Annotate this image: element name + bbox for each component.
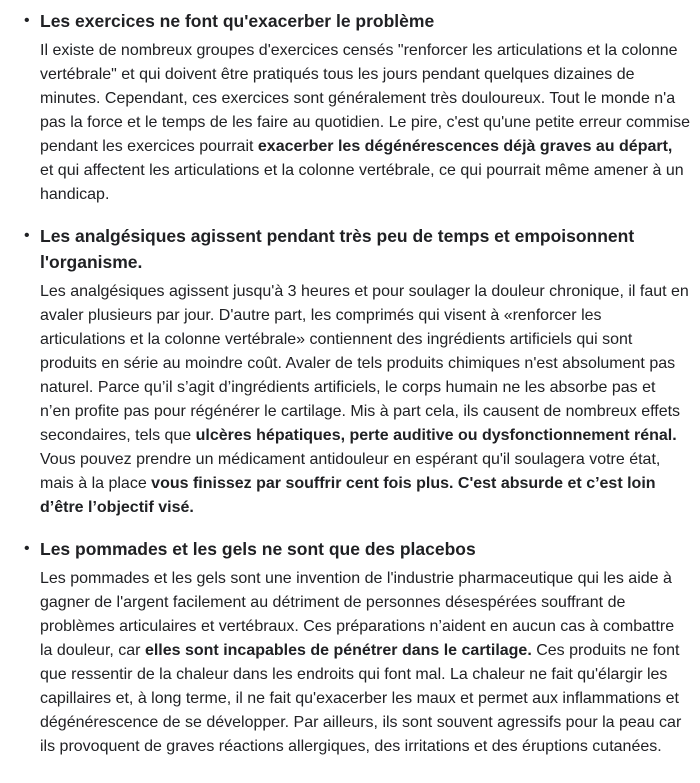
bold-text: exacerber les dégénérescences déjà graves au départ, [257,138,673,155]
section-ointments [24,536,690,759]
section-heading: Les pommades et les gels ne sont que des placebos [40,539,476,559]
bullet-icon: • [24,540,30,557]
section-heading-row [24,223,690,275]
section-paragraph: Les pommades et les gels sont une invention de l'industrie pharmaceutique qui les aide à gagner de l'argent facilement au détriment de personnes désespérées souffrant de problèmes articulaires et vertébraux. Ces préparations n’aident en aucun cas à combattre la douleur, car elles sont incapables de pénétrer dans le cartilage. Ces produits ne font que ressentir de la chaleur dans les endroits qui font mal. La chaleur ne fait qu'élargir les capillaires et, à long terme, il ne fait qu'exacerber les maux et permet aux inflammations et dégénérescence de se développer. Par ailleurs, ils sont souvent agressifs pour la peau car ils provoquent de graves réactions allergiques, des irritations et des éruptions cutanées. [40,570,682,755]
bold-text: elles sont incapables de pénétrer dans le cartilage. [144,642,532,659]
section-heading: Les exercices ne font qu'exacerber le problème [40,11,435,31]
bold-text: ulcères hépatiques, perte auditive ou dysfonctionnement rénal. [195,427,677,444]
section-heading: Les analgésiques agissent pendant très peu de temps et empoisonnent l'organisme. [40,226,635,272]
section-heading-row [24,8,690,34]
bullet-icon: • [24,227,30,244]
section-paragraph: Les analgésiques agissent jusqu'à 3 heures et pour soulager la douleur chronique, il faut en avaler plusieurs par jour. D'autre part, les comprimés qui visent à «renforcer les articulations et la colonne vertébrale» contiennent des ingrédients artificiels qui sont produits en série au moindre coût. Avaler de tels produits chimiques n'est absolument pas naturel. Parce qu’il s’agit d’ingrédients artificiels, le corps humain ne les absorbe pas et n’en profite pas pour régénérer le cartilage. Mis à part cela, ils causent de nombreux effets secondaires, tels que ulcères hépatiques, perte auditive ou dysfonctionnement rénal. Vous pouvez prendre un médicament antidouleur en espérant qu'il soulagera votre état, mais à la place vous finissez par souffrir cent fois plus. C'est absurde et c’est loin d’être l’objectif visé. [40,283,689,516]
bold-text: vous finissez par souffrir cent fois plus. C'est absurde et c’est loin d’être l’objectif visé. [40,475,656,516]
section-painkillers [24,223,690,520]
bullet-icon: • [24,12,30,29]
section-paragraph: Il existe de nombreux groupes d'exercices censés "renforcer les articulations et la colonne vertébrale" et qui doivent être pratiqués tous les jours pendant quelques dizaines de minutes. Cependant, ces exercices sont généralement très douloureux. Tout le monde n'a pas la force et le temps de les faire au quotidien. Le pire, c'est qu'une petite erreur commise pendant les exercices pourrait exacerber les dégénérescences déjà graves au départ, et qui affectent les articulations et la colonne vertébrale, ce qui pourrait même amener à un handicap. [40,42,691,203]
section-heading-row [24,536,690,562]
section-exercises [24,8,690,207]
